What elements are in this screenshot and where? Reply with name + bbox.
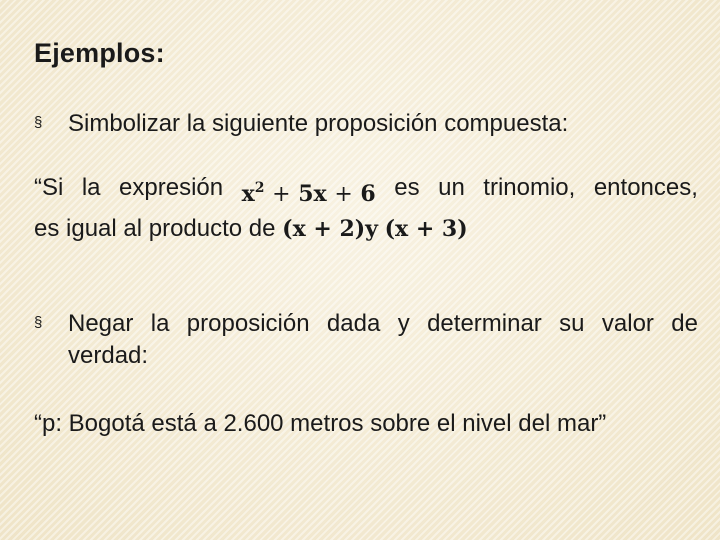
bullet-item-1 xyxy=(34,108,698,140)
connector-y: y xyxy=(365,216,378,242)
compound-proposition-quote xyxy=(34,171,698,246)
quote-line-2 xyxy=(34,212,698,246)
quote-word: es xyxy=(394,174,420,201)
quote-word: un xyxy=(438,174,465,201)
factor-expression-2: (x + 3) xyxy=(384,216,468,242)
quote-text: es igual al producto de xyxy=(34,215,276,242)
negation-proposition-quote: “p: Bogotá está a 2.600 metros sobre el nivel del mar” xyxy=(34,410,607,437)
quote-word: trinomio, xyxy=(483,174,576,201)
bullet-instruction-2: Negar la proposición dada y determinar su valor de verdad: xyxy=(68,310,698,369)
quote-word: expresión xyxy=(119,174,224,201)
polynomial-expression: $x^2 + 5x + 6$ xyxy=(241,180,376,207)
bullet-instruction-1: Simbolizar la siguiente proposición compuesta: xyxy=(68,110,569,137)
bullet-item-2 xyxy=(34,308,698,372)
quote-word: entonces, xyxy=(593,174,698,201)
bullet-symbol: § xyxy=(34,314,43,331)
bullet-symbol: § xyxy=(34,114,43,131)
quote-word: “Si xyxy=(34,174,64,201)
quote-line-1 xyxy=(34,171,698,212)
factor-expression-1: (x + 2) xyxy=(282,216,366,242)
quote-word: la xyxy=(81,174,101,201)
slide-title: Ejemplos: xyxy=(34,38,165,68)
